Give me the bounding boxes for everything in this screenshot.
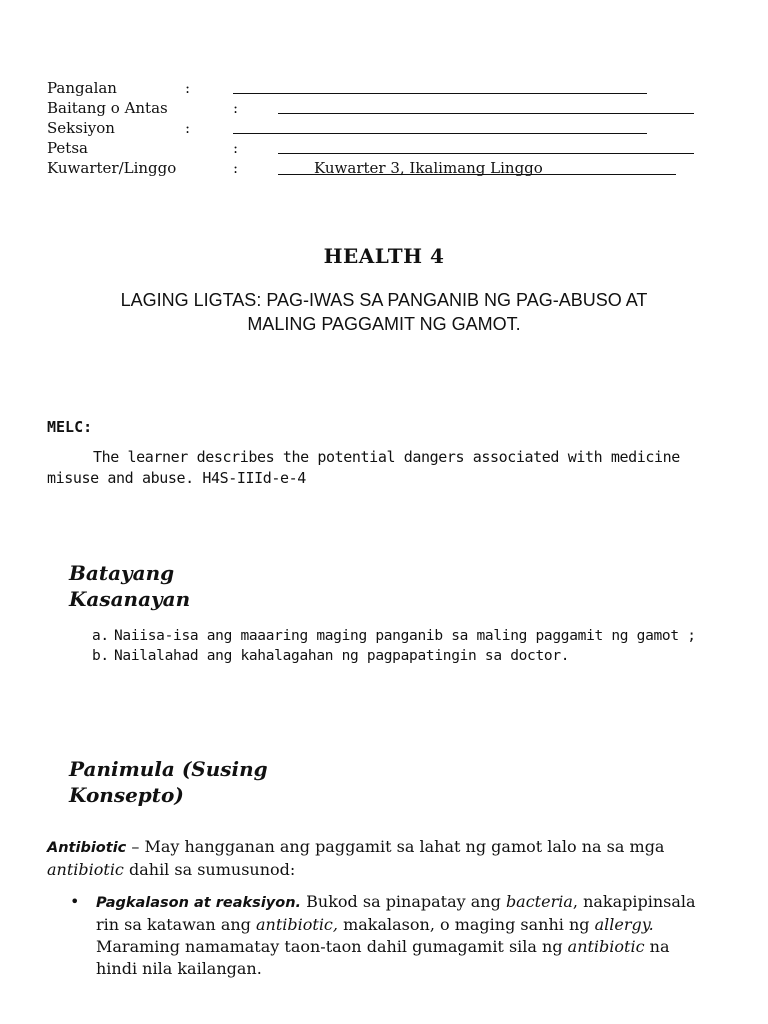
heading-line: Kasanayan: [69, 587, 191, 611]
bullet-item: [70, 891, 710, 980]
date-blank-line[interactable]: [278, 138, 694, 154]
melc-text: The learner describes the potential dangers associated with medicine misuse and abuse. H4S-IIId-e-4: [47, 448, 680, 487]
heading-line: Konsepto): [69, 783, 184, 807]
italic-term: antibiotic: [47, 860, 124, 879]
field-label: Seksiyon: [47, 119, 115, 137]
field-label: Baitang o Antas: [47, 99, 168, 117]
list-letter: a.: [92, 628, 109, 644]
field-colon: :: [233, 99, 239, 117]
quarter-week-field[interactable]: [278, 158, 676, 175]
bullet-text: na hindi nila kailangan.: [96, 937, 670, 978]
list-letter: b.: [92, 648, 109, 664]
bullet-text: Maraming namamatay taon-taon dahil gumagamit sila ng: [96, 937, 568, 956]
antibiotic-bullets: [70, 891, 710, 980]
italic-term: antibiotic,: [256, 915, 338, 934]
name-blank-line[interactable]: [233, 78, 647, 94]
list-item-text: Naiisa-isa ang maaaring maging panganib sa maling paggamit ng gamot ;: [114, 628, 696, 644]
list-item: [92, 626, 712, 646]
field-label: Pangalan: [47, 79, 117, 97]
lesson-title: [60, 288, 708, 336]
paragraph-text: – May hangganan ang paggamit sa lahat ng gamot lalo na sa mga: [126, 837, 665, 856]
student-info-form: [47, 78, 707, 178]
competency-list: [92, 626, 712, 666]
italic-term: antibiotic: [567, 937, 645, 956]
heading-line: Batayang: [69, 561, 175, 585]
field-colon: :: [233, 159, 239, 177]
panimula-heading: [69, 756, 268, 808]
heading-line: Panimula (Susing: [69, 757, 268, 781]
italic-term: bacteria: [505, 892, 573, 911]
list-item: [92, 646, 712, 666]
bullet-text: Bukod sa pinapatay ang: [301, 892, 506, 911]
subject-title: HEALTH 4: [323, 244, 445, 268]
paragraph-text: dahil sa sumusunod:: [123, 860, 296, 879]
field-petsa: [47, 138, 707, 158]
italic-term: allergy.: [594, 915, 654, 934]
list-item-text: Nailalahad ang kahalagahan ng pagpapatingin sa doctor.: [114, 648, 570, 664]
field-colon: :: [233, 139, 239, 157]
field-pangalan: [47, 78, 707, 98]
antibiotic-term: Antibiotic: [47, 840, 127, 856]
melc-label: MELC:: [47, 418, 93, 436]
batayang-kasanayan-heading: [69, 560, 190, 612]
lesson-title-line1: LAGING LIGTAS: PAG-IWAS SA PANGANIB NG PAG-ABUSO AT: [120, 290, 648, 310]
bullet-text: makalason, o maging sanhi ng: [337, 915, 595, 934]
field-kuwarter: [47, 158, 707, 178]
bullet-heading: Pagkalason at reaksiyon.: [96, 895, 302, 911]
field-label: Petsa: [47, 139, 88, 157]
bullet-dot: •: [70, 892, 80, 911]
grade-blank-line[interactable]: [278, 98, 694, 114]
antibiotic-paragraph: [47, 836, 712, 880]
field-baitang: [47, 98, 707, 118]
quarter-week-value: Kuwarter 3, Ikalimang Linggo: [314, 159, 543, 177]
bullet-text: , nakapipinsala rin sa katawan ang: [96, 892, 696, 934]
field-seksiyon: [47, 118, 707, 138]
field-label: Kuwarter/Linggo: [47, 159, 177, 177]
field-colon: :: [185, 79, 191, 97]
section-blank-line[interactable]: [233, 118, 647, 134]
field-colon: :: [185, 119, 191, 137]
lesson-title-line2: MALING PAGGAMIT NG GAMOT.: [247, 314, 521, 334]
